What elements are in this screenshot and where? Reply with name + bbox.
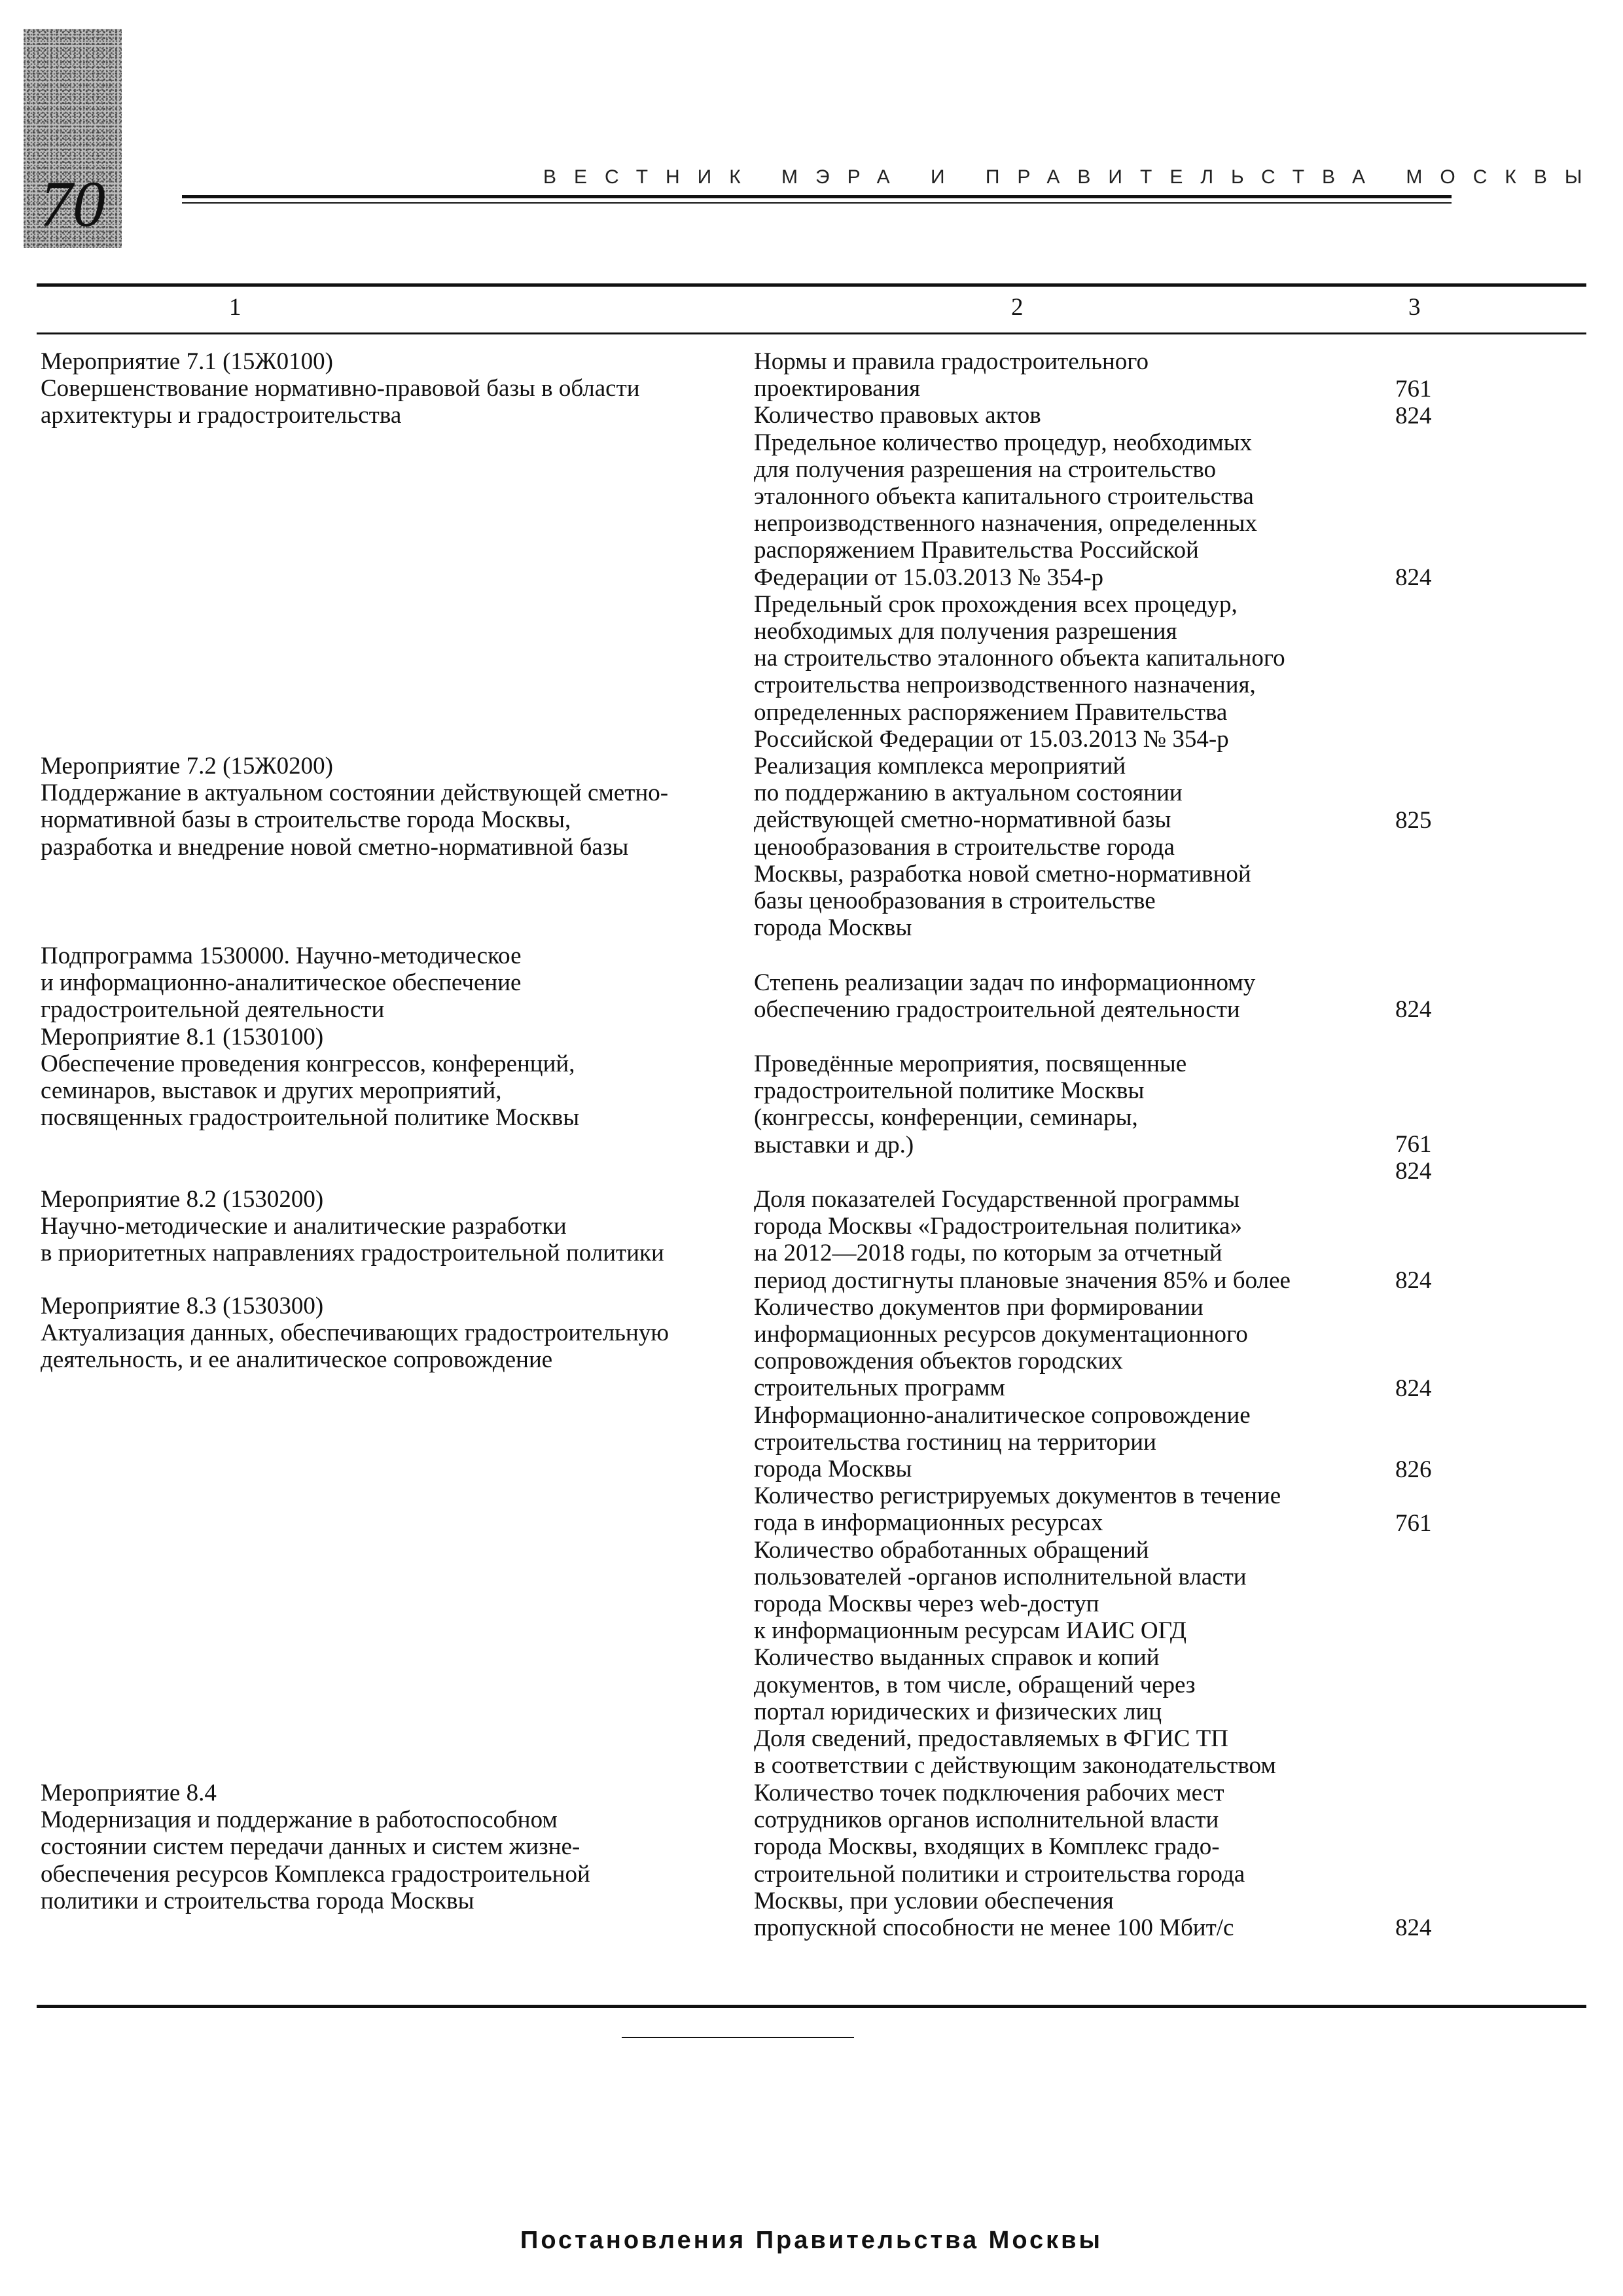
measure-line: разработка и внедрение новой сметно-нормативной базы <box>41 833 629 861</box>
indicator-line: Российской Федерации от 15.03.2013 № 354-р <box>754 725 1229 753</box>
header-rule <box>182 195 1452 198</box>
indicator-line: непроизводственного назначения, определенных <box>754 510 1257 537</box>
indicators-7-1 <box>754 348 1285 753</box>
measure-line: политики и строительства города Москвы <box>41 1887 474 1914</box>
indicator-line: сопровождения объектов городских <box>754 1348 1123 1375</box>
code: 825 <box>1395 807 1432 834</box>
measure-7-2 <box>41 753 668 861</box>
indicator-line: строительства гостиниц на территории <box>754 1428 1156 1456</box>
indicator-line: строительных программ <box>754 1374 1005 1402</box>
indicator-line: Проведённые мероприятия, посвященные <box>754 1050 1187 1077</box>
indicator-line: портал юридических и физических лиц <box>754 1698 1162 1725</box>
measure-line: градостроительной деятельности <box>41 996 385 1024</box>
indicator-line: Количество регистрируемых документов в течение <box>754 1482 1281 1510</box>
indicator-line: Количество правовых актов <box>754 402 1041 429</box>
indicator-line: города Москвы «Градостроительная политика» <box>754 1213 1242 1240</box>
measure-line: Мероприятие 7.2 (15Ж0200) <box>41 753 333 780</box>
indicators-8-4 <box>754 1780 1245 1941</box>
end-rule <box>622 2037 854 2038</box>
column-header-2: 2 <box>1011 294 1024 321</box>
measure-8-2 <box>41 1186 664 1267</box>
indicator-line: градостроительной политике Москвы <box>754 1077 1145 1105</box>
indicator-line: города Москвы, входящих в Комплекс градо- <box>754 1833 1220 1861</box>
measure-line: семинаров, выставок и других мероприятий, <box>41 1077 502 1105</box>
code: 824 <box>1395 1267 1432 1294</box>
indicator-line: период достигнуты плановые значения 85% и более <box>754 1266 1291 1294</box>
indicator-line: строительной политики и строительства города <box>754 1860 1245 1888</box>
indicator-line: Количество обработанных обращений <box>754 1536 1149 1564</box>
indicator-line: Федерации от 15.03.2013 № 354-р <box>754 564 1104 591</box>
table-bottom-rule <box>37 2005 1586 2008</box>
table-header-rule <box>37 332 1586 334</box>
code: 824 <box>1395 1158 1432 1185</box>
code: 824 <box>1395 564 1432 591</box>
indicator-line: обеспечению градостроительной деятельности <box>754 996 1240 1024</box>
code: 761 <box>1395 376 1432 403</box>
code: 824 <box>1395 996 1432 1023</box>
measure-line: состоянии систем передачи данных и систем жизне- <box>41 1833 580 1861</box>
measure-8-4 <box>41 1780 590 1914</box>
measure-line: Мероприятие 8.1 (1530100) <box>41 1023 324 1050</box>
column-header-1: 1 <box>229 294 241 321</box>
indicator-line: года в информационных ресурсах <box>754 1509 1103 1537</box>
indicator-line: на строительство эталонного объекта капитального <box>754 645 1285 672</box>
code: 826 <box>1395 1456 1432 1483</box>
measure-line: архитектуры и градостроительства <box>41 402 402 429</box>
measure-line: Актуализация данных, обеспечивающих градостроительную <box>41 1319 669 1347</box>
indicator-line: в соответствии с действующим законодательством <box>754 1752 1276 1780</box>
indicator-line: Степень реализации задач по информационному <box>754 969 1256 996</box>
header-rule-thin <box>182 202 1452 204</box>
code: 824 <box>1395 1914 1432 1941</box>
indicator-line: Количество документов при формировании <box>754 1293 1204 1321</box>
indicator-line: пропускной способности не менее 100 Мбит/с <box>754 1914 1234 1942</box>
indicator-line: Информационно-аналитическое сопровождение <box>754 1401 1251 1429</box>
measure-line: обеспечения ресурсов Комплекса градостроительной <box>41 1860 590 1888</box>
table-top-rule <box>37 283 1586 287</box>
indicators-7-2 <box>754 753 1251 941</box>
page-number-block <box>24 29 122 248</box>
indicator-line: сотрудников органов исполнительной власти <box>754 1806 1219 1834</box>
measure-line: Совершенствование нормативно-правовой базы в области <box>41 375 640 403</box>
indicator-line: города Москвы через web-доступ <box>754 1590 1099 1618</box>
measure-line: в приоритетных направлениях градостроительной политики <box>41 1240 664 1267</box>
section-footer: Постановления Правительства Москвы <box>520 2227 1103 2254</box>
code: 761 <box>1395 1510 1432 1537</box>
indicator-line: определенных распоряжением Правительства <box>754 698 1228 726</box>
indicator-line: эталонного объекта капитального строительства <box>754 483 1254 511</box>
measure-7-1 <box>41 348 640 429</box>
indicator-line: Предельное количество процедур, необходимых <box>754 429 1252 456</box>
indicator-line: Доля показателей Государственной программы <box>754 1186 1240 1213</box>
indicator-line: действующей сметно-нормативной базы <box>754 806 1171 834</box>
indicators-subprogram <box>754 969 1255 1023</box>
indicator-line: к информационным ресурсам ИАИС ОГД <box>754 1617 1186 1645</box>
measure-line: нормативной базы в строительстве города Москвы, <box>41 806 571 834</box>
indicator-line: ценообразования в строительстве города <box>754 833 1175 861</box>
indicators-8-1 <box>754 1050 1186 1158</box>
page-number: 70 <box>40 168 105 240</box>
code: 824 <box>1395 1375 1432 1402</box>
measure-line: Мероприятие 8.3 (1530300) <box>41 1293 324 1319</box>
indicator-line: Москвы, разработка новой сметно-нормативной <box>754 860 1251 888</box>
indicator-line: Нормы и правила градостроительного <box>754 348 1149 375</box>
subprogram-1530000-and-measure-8-1 <box>41 942 579 1131</box>
indicator-line: города Москвы <box>754 1456 912 1483</box>
measure-line: деятельность, и ее аналитическое сопровождение <box>41 1346 553 1374</box>
column-header-3: 3 <box>1408 294 1421 321</box>
indicator-line: базы ценообразования в строительстве <box>754 888 1156 915</box>
measure-line: и информационно-аналитическое обеспечение <box>41 969 522 997</box>
measure-line: Модернизация и поддержание в работоспособном <box>41 1806 558 1834</box>
indicator-line: проектирования <box>754 375 921 403</box>
running-title: ВЕСТНИК МЭРА И ПРАВИТЕЛЬСТВА МОСКВЫ <box>543 166 1600 188</box>
indicator-line: (конгрессы, конференции, семинары, <box>754 1104 1138 1132</box>
indicator-line: города Москвы <box>754 914 912 942</box>
indicator-line: по поддержанию в актуальном состоянии <box>754 780 1183 807</box>
indicator-line: пользователей -органов исполнительной власти <box>754 1563 1247 1590</box>
measure-line: Обеспечение проведения конгрессов, конференций, <box>41 1050 575 1077</box>
indicator-line: выставки и др.) <box>754 1131 914 1158</box>
indicator-line: документов, в том числе, обращений через <box>754 1671 1196 1698</box>
indicators-8-2-8-3 <box>754 1186 1291 1779</box>
measure-8-3 <box>41 1293 669 1374</box>
measure-line: Научно-методические и аналитические разработки <box>41 1213 567 1240</box>
indicator-line: Доля сведений, предоставляемых в ФГИС ТП <box>754 1725 1228 1753</box>
indicator-line: информационных ресурсов документационного <box>754 1321 1248 1348</box>
indicator-line: Реализация комплекса мероприятий <box>754 753 1126 780</box>
indicator-line: необходимых для получения разрешения <box>754 618 1177 645</box>
indicator-line: Предельный срок прохождения всех процедур, <box>754 590 1238 618</box>
measure-line: Мероприятие 8.2 (1530200) <box>41 1186 324 1213</box>
code: 761 <box>1395 1131 1432 1158</box>
indicator-line: Количество выданных справок и копий <box>754 1644 1160 1672</box>
indicator-line: Количество точек подключения рабочих мест <box>754 1780 1224 1806</box>
indicator-line: Москвы, при условии обеспечения <box>754 1887 1114 1914</box>
measure-line: Поддержание в актуальном состоянии действующей сметно- <box>41 780 669 807</box>
indicator-line: на 2012—2018 годы, по которым за отчетный <box>754 1240 1222 1267</box>
measure-line: Мероприятие 8.4 <box>41 1780 217 1806</box>
indicator-line: строительства непроизводственного назначения, <box>754 672 1256 699</box>
indicator-line: для получения разрешения на строительство <box>754 456 1217 483</box>
measure-line: Подпрограмма 1530000. Научно-методическое <box>41 942 522 969</box>
measure-line: посвященных градостроительной политике Москвы <box>41 1104 580 1132</box>
code: 824 <box>1395 403 1432 429</box>
indicator-line: распоряжением Правительства Российской <box>754 537 1199 564</box>
measure-line: Мероприятие 7.1 (15Ж0100) <box>41 348 333 375</box>
